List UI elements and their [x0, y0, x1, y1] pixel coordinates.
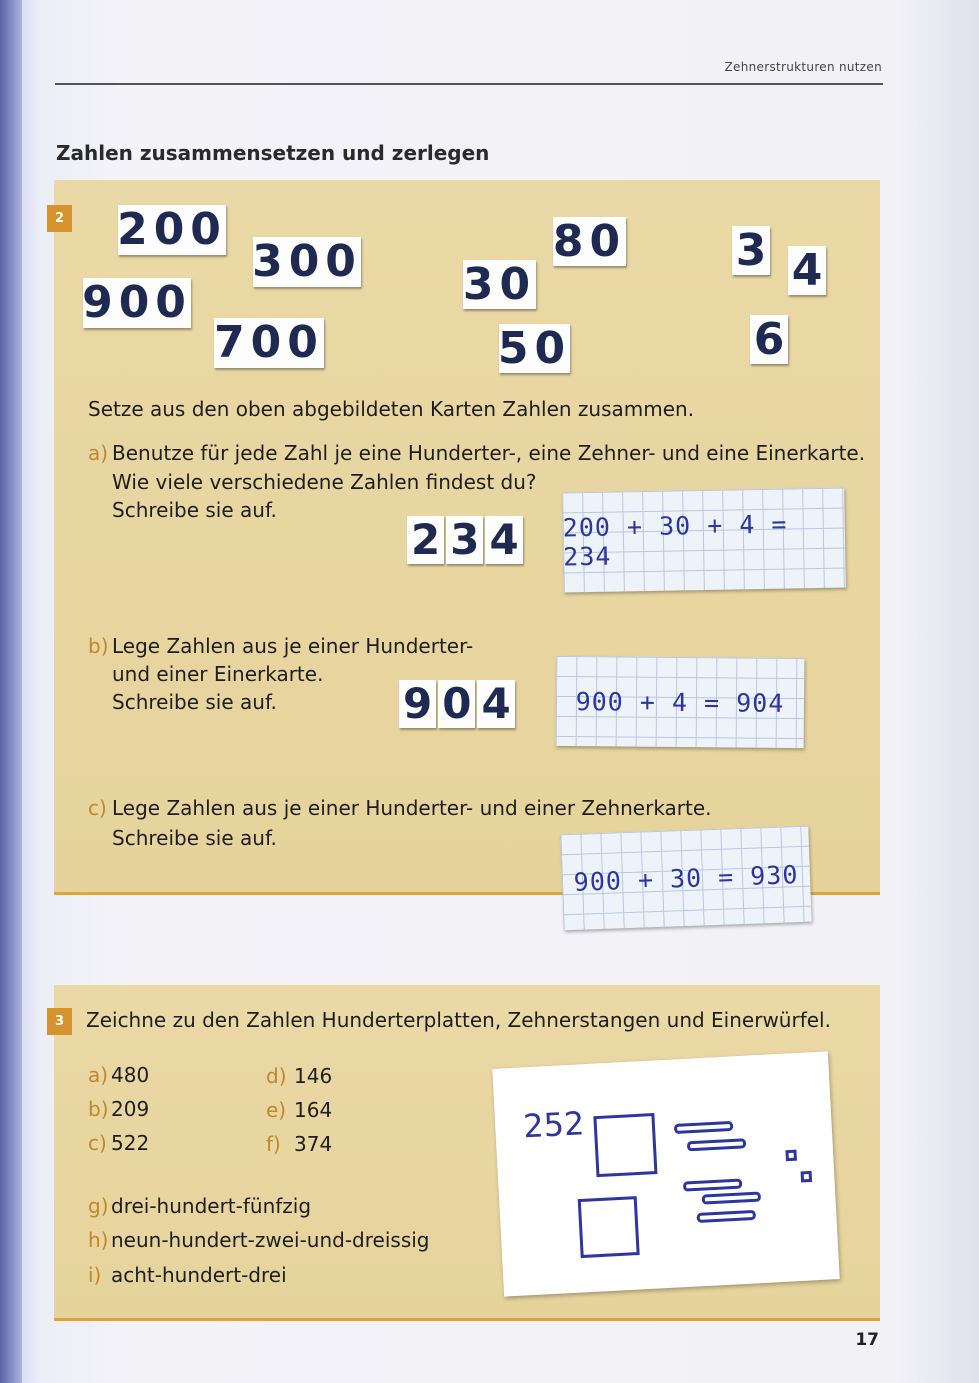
- item-label: i): [88, 1263, 102, 1287]
- item-label: e): [266, 1098, 287, 1122]
- task-2a-line2: Wie viele verschiedene Zahlen findest du?: [112, 470, 537, 494]
- card-hundred: 200: [117, 204, 227, 255]
- item-label: a): [88, 441, 109, 465]
- task-2a-line1: Benutze für jede Zahl je eine Hunderter-, eine Zehner- und eine Einerkarte.: [112, 441, 866, 465]
- item-label: a): [88, 1063, 109, 1087]
- task-2-intro: Setze aus den oben abgebildeten Karten Zahlen zusammen.: [88, 397, 695, 421]
- ten-rod-icon: [688, 1140, 744, 1150]
- item-value: 209: [111, 1097, 150, 1121]
- item-value: 146: [294, 1064, 333, 1088]
- item-value: 522: [111, 1131, 150, 1155]
- digit-card: 9: [399, 680, 436, 728]
- item-label: c): [88, 1131, 107, 1155]
- task-2b-line1: Lege Zahlen aus je einer Hunderter-: [112, 634, 474, 658]
- item-label: c): [88, 796, 107, 820]
- one-cube-icon: [802, 1172, 810, 1180]
- book-spine: [0, 0, 22, 1383]
- item-value: acht-hundert-drei: [111, 1263, 287, 1287]
- card-one: 3: [732, 226, 770, 275]
- example-number: 252: [522, 1104, 586, 1146]
- item-label: g): [88, 1194, 109, 1218]
- item-value: 480: [111, 1063, 150, 1087]
- card-ten: 30: [462, 258, 537, 310]
- example-drawing-sheet: [492, 1051, 839, 1296]
- task-2b-line3: Schreibe sie auf.: [112, 690, 277, 714]
- task-2c-line1: Lege Zahlen aus je einer Hunderter- und einer Zehnerkarte.: [112, 796, 712, 820]
- handwritten-equation: 900 + 30 = 930: [560, 826, 811, 931]
- task-2-badge: 2: [47, 205, 72, 232]
- card-hundred: 900: [82, 277, 192, 328]
- digit-card: 4: [485, 516, 522, 564]
- handwritten-equation: 900 + 4 = 904: [556, 656, 805, 748]
- composed-number-cards: [399, 680, 515, 728]
- handwritten-equation: 200 + 30 + 4 = 234: [562, 488, 846, 593]
- item-label: h): [88, 1228, 109, 1252]
- item-label: b): [88, 1097, 109, 1121]
- section-header: Zehnerstrukturen nutzen: [724, 60, 882, 74]
- card-hundred: 300: [252, 236, 362, 287]
- ten-rod-icon: [684, 1180, 740, 1190]
- header-rule: [55, 83, 883, 85]
- item-label: b): [88, 634, 109, 658]
- item-value: drei-hundert-fünfzig: [111, 1194, 312, 1218]
- card-hundred: 700: [214, 317, 324, 368]
- page-title: Zahlen zusammensetzen und zerlegen: [56, 141, 490, 165]
- card-ten: 80: [552, 215, 627, 267]
- page-number: 17: [855, 1330, 879, 1350]
- composed-number-cards: [407, 516, 523, 564]
- item-value: 374: [294, 1132, 333, 1156]
- hundred-plate-icon: [579, 1198, 638, 1257]
- ten-rod-icon: [675, 1123, 731, 1133]
- card-ten: 50: [497, 322, 572, 374]
- card-one: 4: [788, 246, 826, 295]
- task-3-instruction: Zeichne zu den Zahlen Hunderterplatten, Zehnerstangen und Einerwürfel.: [86, 1008, 831, 1032]
- task-3-badge: 3: [47, 1008, 72, 1035]
- task-2b-line2: und einer Einerkarte.: [112, 662, 324, 686]
- base-ten-blocks-drawing: [492, 1051, 839, 1296]
- ten-rod-icon: [698, 1211, 754, 1221]
- task-2c-line2: Schreibe sie auf.: [112, 826, 277, 850]
- digit-card: 2: [407, 516, 444, 564]
- card-one: 6: [750, 315, 788, 364]
- digit-card: 0: [438, 680, 475, 728]
- task-2a-line3: Schreibe sie auf.: [112, 498, 277, 522]
- ten-rod-icon: [703, 1193, 759, 1203]
- digit-card: 4: [477, 680, 514, 728]
- item-label: d): [266, 1064, 287, 1088]
- item-value: 164: [294, 1098, 333, 1122]
- item-value: neun-hundert-zwei-und-dreissig: [111, 1228, 430, 1252]
- one-cube-icon: [787, 1151, 795, 1159]
- hundred-plate-icon: [595, 1115, 656, 1176]
- digit-card: 3: [446, 516, 483, 564]
- item-label: f): [266, 1132, 281, 1156]
